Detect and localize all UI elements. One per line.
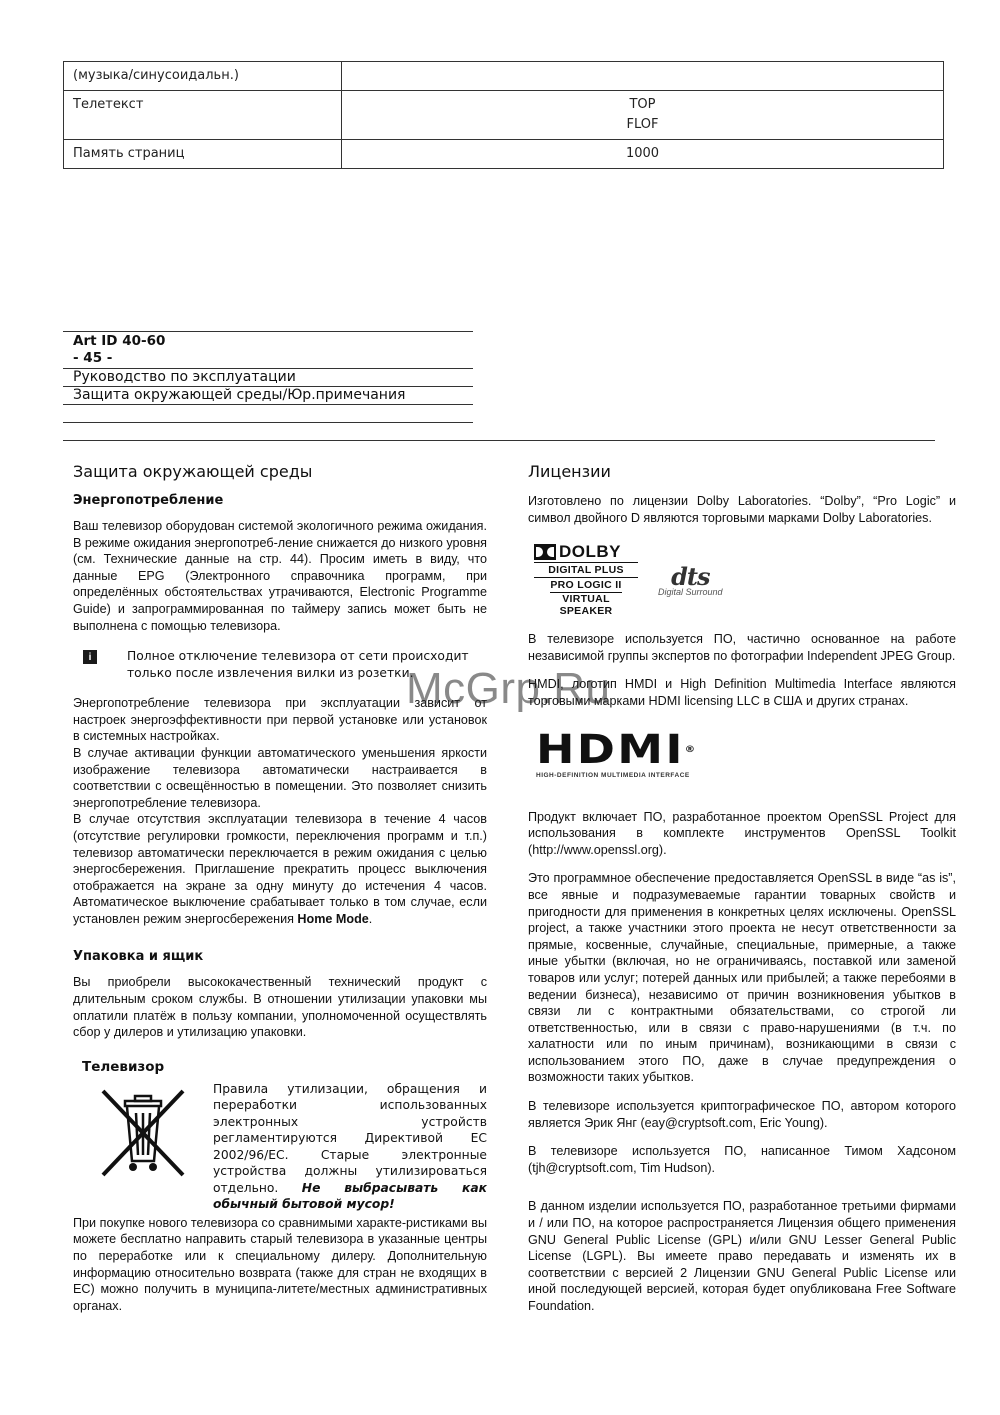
crypto-paragraph: В телевизоре используется криптографическое ПО, автором которого является Эрик Янг (eay@cryptsoft.com, Eric Young). bbox=[528, 1099, 956, 1130]
crossed-bin-icon bbox=[83, 1083, 203, 1181]
openssl-paragraph: Продукт включает ПО, разработанное проектом OpenSSL Project для использования в комплекте инструментов OpenSSL Toolkit (http://www.openssl.org). bbox=[528, 809, 956, 857]
hdmi-logo: HDMI® HIGH-DEFINITION MULTIMEDIA INTERFACE bbox=[536, 726, 698, 779]
openssl-disclaimer: Это программное обеспечение предоставляется OpenSSL в виде “as is”, все явные и подразумеваемые гарантии товарных свойств и пригодности для применения в конкретных целях исключены. OpenSSL project, а также участники этого проекта не несут ответственности за прямые, косвенные, случайные, специальные, примерные, а также иные убытки (включая, но не ограничиваясь, поставкой или заменой товаров или услуг; потерей данных или прибылей; а также перебоями в ведении бизнеса), независимо от причин возникновения убытков в связи ли с контрактными обязательствами, со строгой ли ответственностью, или в связи с право-нарушениями (в т.ч. по халатности или по иным причинам), возникающими в связи с использованием этого ПО, даже в случае предупреждения о возможности таких убытков. bbox=[528, 871, 956, 1085]
watermark: McGrp.Ru bbox=[406, 664, 611, 713]
tv-disposal-text: Правила утилизации, обращения и переработки использованных электронных устройств регламентируются Директивой ЕС 2002/96/ЕС. Старые электронные устройства должны утилизироваться отдельно. Не выбрасывать как обычный бытовой мусор! bbox=[213, 1081, 487, 1212]
header-rule bbox=[63, 422, 473, 423]
header-rule bbox=[63, 331, 473, 332]
dolby-logo: DOLBY DIGITAL PLUS PRO LOGIC II VIRTUAL SPEAKER bbox=[534, 542, 638, 617]
header-rule bbox=[63, 404, 473, 405]
tv-disposal-block bbox=[73, 1059, 487, 1315]
subtitle-packaging: Упаковка и ящик bbox=[73, 949, 204, 965]
note-text: Полное отключение телевизора от сети происходит только после извлечения вилки из розетки. bbox=[127, 649, 469, 680]
spec-value bbox=[342, 91, 944, 140]
energy-paragraph: Энергопотребление телевизора при эксплуатации зависит от настроек энергоэффективности при первой установке или установок в системных настройках. bbox=[73, 696, 487, 744]
section-title-licenses: Лицензии bbox=[528, 462, 611, 481]
audio-logos bbox=[534, 542, 956, 617]
spec-value-line: TOP bbox=[629, 97, 656, 112]
info-icon: i bbox=[83, 650, 97, 664]
tv-title: Телевизор bbox=[82, 1058, 165, 1075]
spec-label: Телетекст bbox=[64, 91, 342, 140]
gpl-paragraph: В данном изделии используется ПО, разработанное третьими фирмами и / или ПО, на которое распространяется Лицензия общего применения GNU General Public License (GPL) и/или GNU Lesser General Public License (LGPL). Вы имеете право передавать и изменять их в соответствии с версией 2 Лицензии GNU General Public License или иной последующей версией, которая будет опубликована Free Software Foundation. bbox=[528, 1199, 956, 1313]
art-id: Art ID 40-60 bbox=[73, 333, 166, 349]
page-number: - 45 - bbox=[73, 350, 113, 366]
dolby-dd-icon bbox=[534, 544, 556, 560]
table-row bbox=[64, 91, 944, 140]
spec-label: Память страниц bbox=[64, 140, 342, 169]
doc-title: Руководство по эксплуатации bbox=[73, 369, 296, 385]
left-column bbox=[73, 462, 487, 1314]
dolby-tag: VIRTUAL SPEAKER bbox=[550, 592, 622, 617]
section-divider bbox=[63, 440, 935, 441]
energy-paragraph: В случае активации функции автоматического уменьшения яркости изображение телевизора автоматически настраивается в соответствии с освещённостью в помещении. Это позволяет снизить энергопотребление телевизора. bbox=[73, 745, 487, 810]
table-row bbox=[64, 62, 944, 91]
spec-table bbox=[63, 61, 944, 169]
doc-subtitle: Защита окружающей среды/Юр.примечания bbox=[73, 387, 406, 403]
section-title-environment: Защита окружающей среды bbox=[73, 462, 313, 481]
energy-paragraph: Ваш телевизор оборудован системой экологичного режима ожидания. В режиме ожидания энергопотреб-ление снижается до низкого уровня (см. Технические данные на стр. 44). Просим иметь в виду, что данные EPG (Электронного справочника программ, при определённых обстоятельствах утрачиваются, Electronic Programme Guide) и запрограммированная по таймеру запись может быть не выполнена с помощью телевизора. bbox=[73, 519, 487, 633]
tv-return-paragraph: При покупке нового телевизора со сравнимыми характе-ристиками вы можете бесплатно направить старый телевизора в указанные центры по переработке или к специальному дилеру. Дополнительную информацию относительно возврата (также для стран не входящих в ЕС) можно получить в муниципа-литете/местных административных органах. bbox=[73, 1215, 487, 1313]
dts-logo: dts Digital Surround bbox=[658, 562, 723, 598]
subtitle-energy: Энергопотребление bbox=[73, 493, 224, 508]
dolby-paragraph: Изготовлено по лицензии Dolby Laboratories. “Dolby”, “Pro Logic” и символ двойного D являются торговыми марками Dolby Laboratories. bbox=[528, 494, 956, 525]
dolby-tag: PRO LOGIC II bbox=[534, 577, 638, 592]
crypto-paragraph: В телевизоре используется ПО, написанное Тимом Хадсоном (tjh@cryptsoft.com, Tim Hudson). bbox=[528, 1144, 956, 1175]
dolby-tag: DIGITAL PLUS bbox=[534, 562, 638, 577]
packaging-paragraph: Вы приобрели высококачественный технический продукт с длительным сроком службы. В отношении утилизации упаковки мы оплатили платёж в пользу компании, уполномоченной осуществлять сбор у дилеров и утилизацию упаковки. bbox=[73, 975, 487, 1040]
spec-label: (музыка/синусоидальн.) bbox=[64, 62, 342, 91]
table-row bbox=[64, 140, 944, 169]
spec-value bbox=[342, 62, 944, 91]
home-mode-label: Home Mode bbox=[297, 911, 369, 926]
spec-value: 1000 bbox=[342, 140, 944, 169]
spec-value-line: FLOF bbox=[626, 117, 659, 132]
jpeg-paragraph: В телевизоре используется ПО, частично основанное на работе независимой группы экспертов по фотографии Independent JPEG Group. bbox=[528, 632, 956, 663]
right-column bbox=[528, 462, 956, 1315]
energy-paragraph: В случае отсутствия эксплуатации телевизора в течение 4 часов (отсутствие регулировки громкости, переключения программ и т.п.) телевизор автоматически переключается в режим ожидания с целью энергосбережения. Приглашение прекратить процесс выключения отображается на экране за одну минуту до истечения 4 часов. Автоматическое выключение срабатывает только в том случае, если установлен режим энергосбережения Home Mode. bbox=[73, 812, 487, 926]
hdmi-paragraph: HMDI, логотип HMDI и High Definition Multimedia Interface являются торговыми марками HDMI licensing LLC в США и других странах. bbox=[528, 677, 956, 708]
tv-warning: Не выбрасывать как обычный бытовой мусор! bbox=[213, 1180, 487, 1212]
